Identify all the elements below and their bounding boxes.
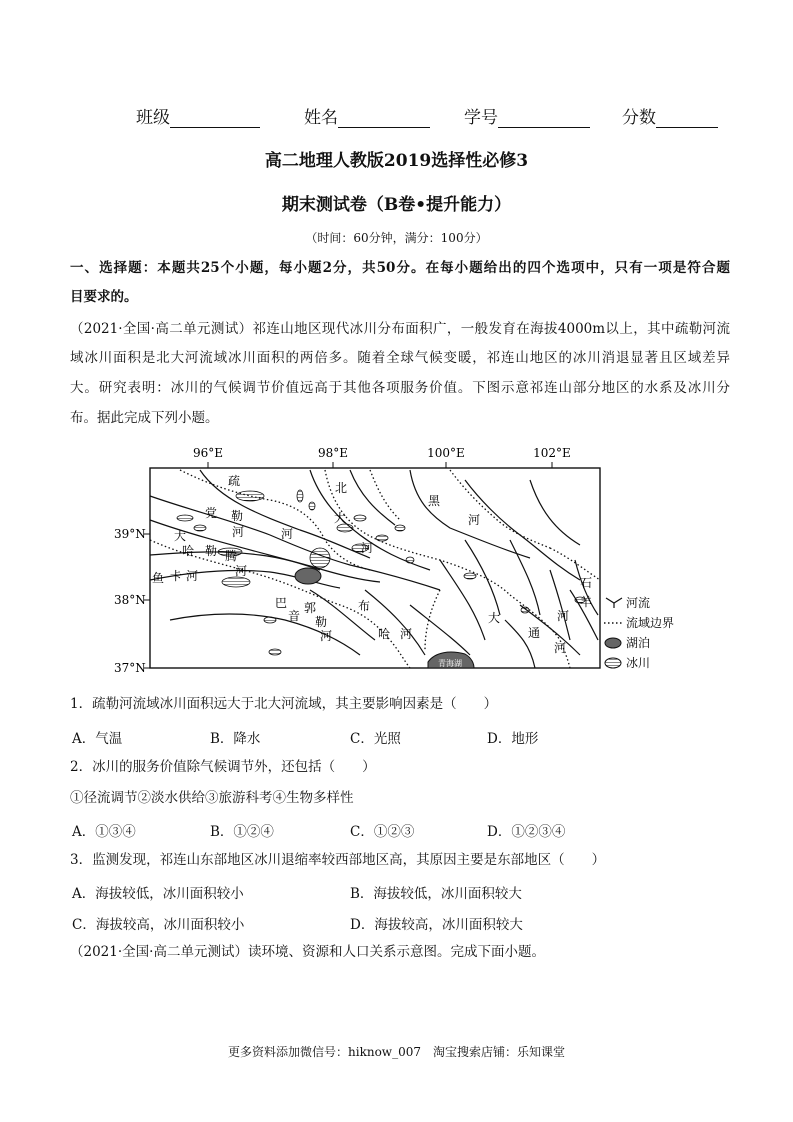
- name-blank[interactable]: [338, 107, 430, 128]
- svg-text:河: 河: [281, 527, 294, 541]
- legend-river-label: 河流: [626, 596, 651, 610]
- svg-text:北: 北: [335, 481, 348, 495]
- passage-line: 域冰川面积是北大河流域冰川面积的两倍多。随着全球气候变暖，祁连山地区的冰川消退显著且区域差异: [70, 350, 730, 366]
- section-header-line1: 一、选择题：本题共25个小题，每小题2分，共50分。在每小题给出的四个选项中，只有一项是符合题: [70, 260, 730, 276]
- svg-text:黑: 黑: [428, 494, 441, 508]
- svg-text:哈: 哈: [378, 627, 391, 641]
- q2-option-d[interactable]: D．①②③④: [487, 824, 566, 840]
- svg-text:勒: 勒: [231, 509, 244, 523]
- legend-boundary-label: 流域边界: [626, 616, 675, 630]
- name-field[interactable]: [304, 103, 430, 128]
- question-2-stem: 2．冰川的服务价值除气候调节外，还包括（ ）: [70, 759, 376, 775]
- q1-option-d[interactable]: D．地形: [487, 731, 539, 747]
- q1-option-c[interactable]: C．光照: [350, 731, 401, 747]
- question-1-stem: 1．疏勒河流域冰川面积远大于北大河流域，其主要影响因素是（ ）: [70, 696, 498, 712]
- q3-option-b[interactable]: B．海拔较低，冰川面积较大: [350, 886, 522, 902]
- q1-option-b[interactable]: B．降水: [210, 731, 261, 747]
- q2-option-a[interactable]: A．①③④: [72, 824, 136, 840]
- svg-text:大: 大: [488, 611, 501, 625]
- lon-label: 102°E: [533, 446, 571, 460]
- score-blank[interactable]: [656, 107, 718, 128]
- svg-text:河: 河: [320, 629, 333, 643]
- name-label: 姓名: [304, 108, 338, 128]
- svg-text:通: 通: [528, 626, 541, 640]
- svg-text:巴: 巴: [275, 596, 288, 610]
- question-3-stem: 3．监测发现，祁连山东部地区冰川退缩率较西部地区高，其原因主要是东部地区（ ）: [70, 852, 606, 868]
- legend-glacier-symbol: [605, 658, 621, 668]
- lon-label: 98°E: [317, 446, 349, 460]
- svg-text:勒: 勒: [315, 615, 328, 629]
- svg-text:郭: 郭: [304, 601, 317, 615]
- lat-label: 39°N: [114, 527, 146, 541]
- id-blank[interactable]: [498, 107, 590, 128]
- svg-text:哈: 哈: [182, 544, 195, 558]
- map-legend: [604, 595, 674, 670]
- legend-lake-symbol: [605, 638, 621, 648]
- score-label: 分数: [622, 108, 656, 128]
- lon-label: 96°E: [192, 446, 224, 460]
- exam-meta: （时间：60分钟，满分：100分）: [305, 231, 488, 245]
- svg-text:河: 河: [235, 564, 248, 578]
- svg-text:音: 音: [288, 609, 301, 623]
- q2-option-c[interactable]: C．①②③: [350, 824, 415, 840]
- svg-text:大: 大: [174, 529, 187, 543]
- svg-text:石: 石: [580, 576, 593, 590]
- passage-line: 大。研究表明：冰川的气候调节价值远高于其他各项服务价值。下图示意祁连山部分地区的水系及冰川分: [70, 380, 730, 396]
- svg-text:党: 党: [205, 506, 218, 520]
- legend-river-symbol: [606, 598, 622, 603]
- svg-text:河: 河: [400, 627, 413, 641]
- svg-text:河: 河: [554, 641, 567, 655]
- id-label: 学号: [464, 108, 498, 128]
- lat-label: 37°N: [114, 661, 146, 675]
- lon-label: 100°E: [427, 446, 465, 460]
- passage-line: 布。据此完成下列小题。: [70, 410, 219, 426]
- label-qinghaihu: 青海湖: [438, 659, 462, 668]
- legend-lake-label: 湖泊: [626, 636, 651, 650]
- svg-text:河: 河: [186, 569, 199, 583]
- class-label: 班级: [136, 108, 170, 128]
- qilian-map: [110, 440, 690, 680]
- svg-text:羊: 羊: [580, 595, 593, 609]
- svg-text:河: 河: [232, 525, 245, 539]
- exam-subtitle: 期末测试卷（B卷•提升能力）: [281, 195, 512, 215]
- svg-text:河: 河: [361, 541, 374, 555]
- student-info-row: [0, 103, 793, 129]
- q3-option-a[interactable]: A．海拔较低，冰川面积较小: [72, 886, 244, 902]
- section-header-line2: 目要求的。: [70, 289, 138, 305]
- svg-text:河: 河: [557, 609, 570, 623]
- svg-text:疏: 疏: [228, 474, 241, 488]
- svg-text:鱼: 鱼: [152, 571, 165, 585]
- class-field[interactable]: [136, 103, 260, 128]
- q2-option-b[interactable]: B．①②④: [210, 824, 274, 840]
- class-blank[interactable]: [170, 107, 260, 128]
- score-field[interactable]: [622, 103, 718, 128]
- q3-option-c[interactable]: C．海拔较高，冰川面积较小: [72, 917, 245, 933]
- page-footer: 更多资料添加微信号：hiknow_007 淘宝搜索店铺：乐知课堂: [228, 1045, 565, 1059]
- svg-text:卡: 卡: [170, 569, 183, 583]
- passage-2: （2021·全国·高二单元测试）读环境、资源和人口关系示意图。完成下面小题。: [70, 944, 545, 960]
- legend-glacier-label: 冰川: [626, 656, 651, 670]
- id-field[interactable]: [464, 103, 590, 128]
- svg-text:勒: 勒: [205, 544, 218, 558]
- passage-line: （2021·全国·高二单元测试）祁连山地区现代冰川分布面积广，一般发育在海拔4000m以上，其中疏勒河流: [70, 321, 730, 337]
- svg-text:布: 布: [358, 599, 371, 613]
- q3-option-d[interactable]: D．海拔较高，冰川面积较大: [350, 917, 523, 933]
- svg-text:大: 大: [334, 511, 347, 525]
- svg-text:河: 河: [468, 513, 481, 527]
- exam-title: 高二地理人教版2019选择性必修3: [264, 151, 529, 171]
- lake-haraahu: [295, 568, 321, 584]
- lat-label: 38°N: [114, 593, 146, 607]
- q1-option-a[interactable]: A．气温: [72, 731, 123, 747]
- question-2-items: ①径流调节②淡水供给③旅游科考④生物多样性: [70, 790, 354, 806]
- svg-text:腾: 腾: [225, 549, 238, 563]
